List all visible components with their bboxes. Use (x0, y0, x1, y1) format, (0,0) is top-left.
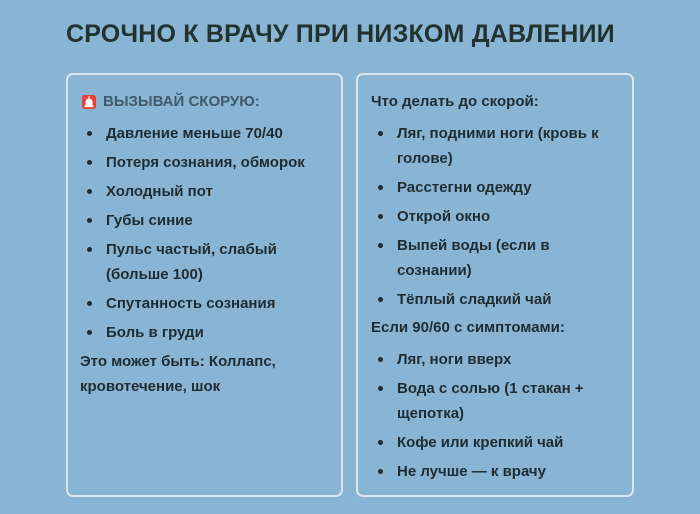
page-title: СРОЧНО К ВРАЧУ ПРИ НИЗКОМ ДАВЛЕНИИ (66, 20, 615, 48)
list-item: Ляг, подними ноги (кровь к голове) (371, 121, 620, 171)
emergency-heading-label: ВЫЗЫВАЙ СКОРУЮ: (103, 93, 260, 110)
siren-icon (82, 95, 96, 109)
list-item: Кофе или крепкий чай (371, 430, 620, 455)
list-item: Не лучше — к врачу (371, 459, 620, 484)
list-item: Тёплый сладкий чай (371, 287, 620, 312)
list-item: Ляг, ноги вверх (371, 347, 620, 372)
list-item: Спутанность сознания (80, 291, 329, 316)
list-item: Давление меньше 70/40 (80, 121, 329, 146)
list-item: Губы синие (80, 208, 329, 233)
emergency-symptoms-list (80, 121, 329, 345)
list-item: Потеря сознания, обморок (80, 150, 329, 175)
first-aid-card (356, 73, 634, 497)
emergency-note: Это может быть: Коллапс, кровотечение, шок (80, 353, 276, 395)
list-item: Выпей воды (если в сознании) (371, 233, 620, 283)
first-aid-list (371, 121, 620, 312)
list-item: Расстегни одежду (371, 175, 620, 200)
list-item: Холодный пот (80, 179, 329, 204)
list-item: Пульс частый, слабый (больше 100) (80, 237, 329, 287)
emergency-heading (80, 92, 329, 112)
list-item: Боль в груди (80, 320, 329, 345)
mild-symptoms-heading: Если 90/60 с симптомами: (371, 319, 565, 336)
list-item: Вода с солью (1 стакан + щепотка) (371, 376, 620, 426)
mild-symptoms-list (371, 347, 620, 484)
list-item: Открой окно (371, 204, 620, 229)
emergency-card (66, 73, 343, 497)
first-aid-heading: Что делать до скорой: (371, 93, 539, 110)
